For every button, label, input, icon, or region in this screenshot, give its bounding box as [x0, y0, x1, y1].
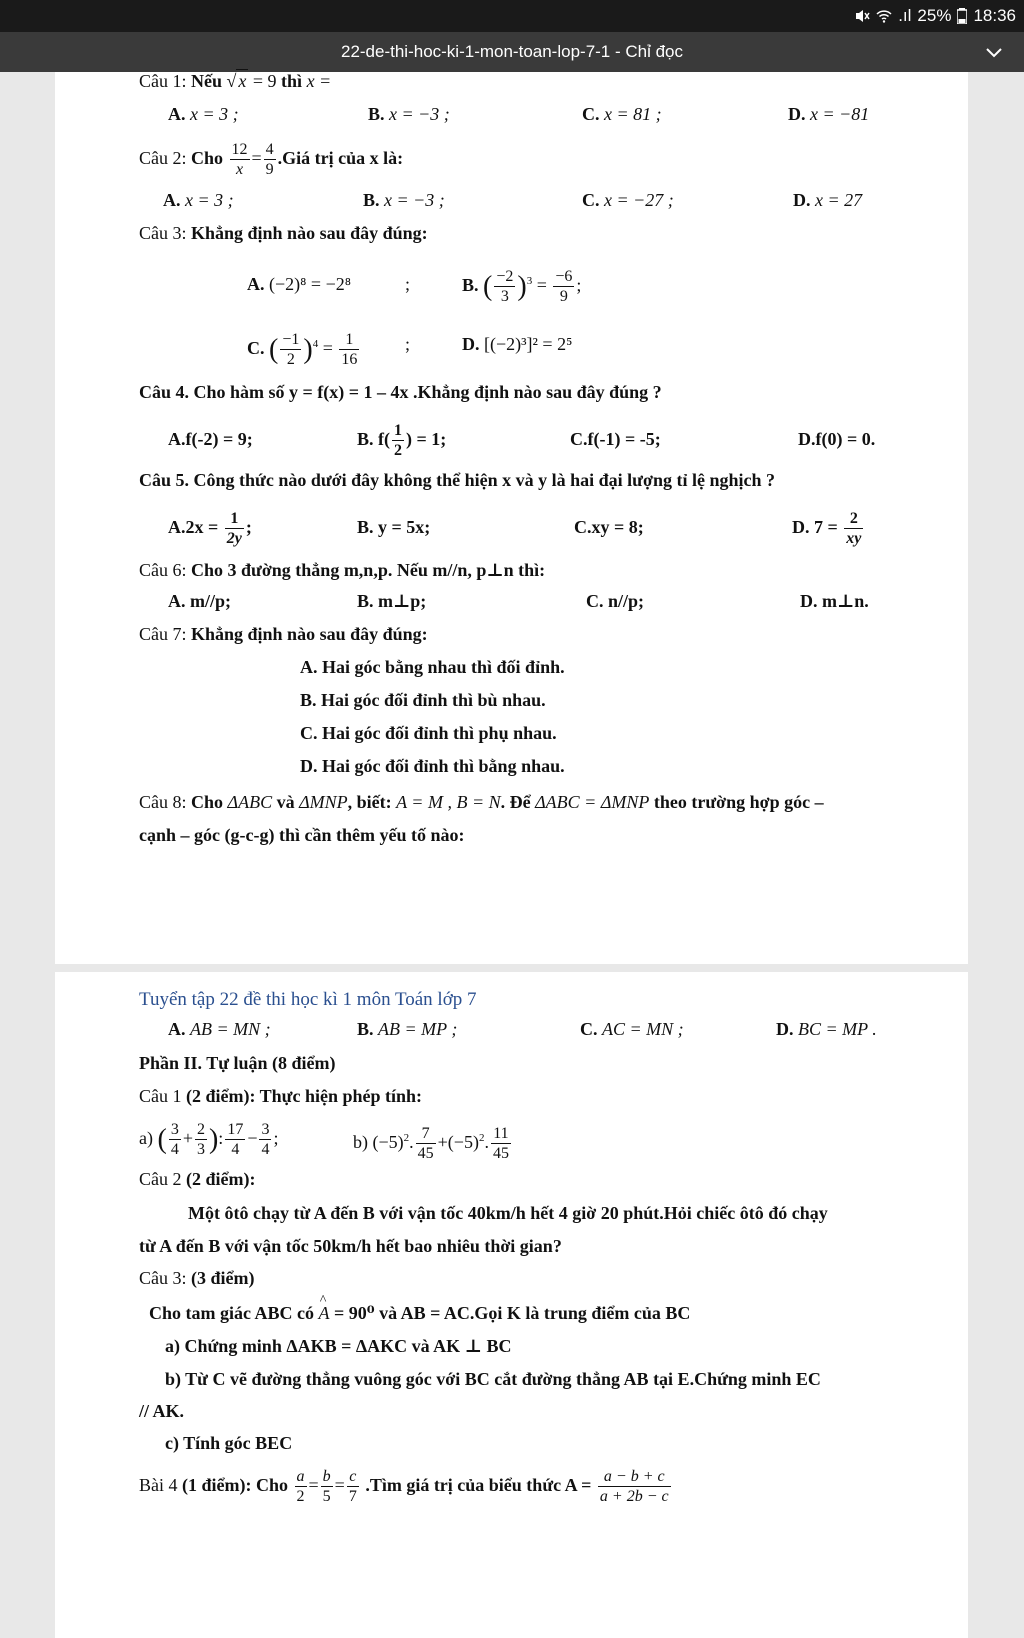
q6-option-b[interactable]: B. m⊥p; — [357, 591, 427, 611]
q2-stem: Câu 2: Cho $\frac{12}{x}$ = $\frac{4}{9}$ .Giá trị của x là: — [139, 140, 404, 178]
q4-stem: Câu 4. Cho hàm số y = f(x) = 1 – 4x .Khẳng định nào sau đây đúng ? — [139, 382, 662, 402]
e2-line-1: Một ôtô chạy từ A đến B với vận tốc 40km/h hết 4 giờ 20 phút.Hỏi chiếc ôtô đó chạy — [188, 1203, 828, 1223]
e1-part-b: b) $(-5)^2$. $\frac{7}{45}$ $+(-5)^2$. $\frac{11}{45}$ — [353, 1124, 509, 1162]
mute-icon — [854, 8, 870, 24]
document-title: 22-de-thi-hoc-ki-1-mon-toan-lop-7-1 - Chỉ đọc — [340, 42, 684, 61]
q3-option-b[interactable]: B. ( $\frac{-2}{3}$ )$^3$ = $\frac{-6}{9}$ ; — [462, 267, 582, 305]
e2-line-2: từ A đến B với vận tốc 50km/h hết bao nhiêu thời gian? — [139, 1236, 562, 1256]
q2-option-a[interactable]: A. x = 3 ; — [163, 190, 234, 210]
q3-option-a[interactable]: A. (−2)⁸ = −2⁸ — [247, 274, 351, 294]
q4-option-c[interactable]: C.f(-1) = -5; — [570, 429, 661, 449]
q1-option-b[interactable]: B. x = −3 ; — [368, 104, 450, 124]
q2-option-d[interactable]: D. x = 27 — [793, 190, 863, 210]
q4-option-b[interactable]: B. f( $\frac{1}{2}$ ) = 1; — [357, 421, 447, 459]
q5-option-b[interactable]: B. y = 5x; — [357, 517, 431, 537]
q3-option-c[interactable]: C. ( $\frac{-1}{2}$ )$^4$ = $\frac{1}{16}$ — [247, 330, 358, 368]
q5-stem: Câu 5. Công thức nào dưới đây không thể hiện x và y là hai đại lượng tỉ lệ nghịch ? — [139, 470, 775, 490]
q3-semi-1: ; — [405, 274, 411, 294]
q8-stem-line-1: Câu 8: Cho ΔABC và ΔMNP, biết: A = M , B = N. Để ΔABC = ΔMNP theo trường hợp góc – — [139, 792, 824, 812]
q5-option-d[interactable]: D. 7 = $\frac{2}{xy}$ — [792, 509, 862, 547]
e3-given: Cho tam giác ABC có ^ A = 90⁰ và AB = AC.Gọi K là trung điểm của BC — [149, 1302, 690, 1324]
battery-text: 25% — [917, 6, 952, 25]
q7-option-b[interactable]: B. Hai góc đối đỉnh thì bù nhau. — [300, 690, 546, 710]
e3-part-b-line-1: b) Từ C vẽ đường thẳng vuông góc với BC cắt đường thẳng AB tại E.Chứng minh EC — [165, 1369, 821, 1389]
q6-option-d[interactable]: D. m⊥n. — [800, 591, 869, 611]
q8-option-d[interactable]: D. BC = MP . — [776, 1019, 877, 1039]
q4-option-a[interactable]: A.f(-2) = 9; — [168, 429, 253, 449]
battery-icon — [957, 8, 967, 24]
e3-part-c: c) Tính góc BEC — [165, 1433, 293, 1453]
q8-option-c[interactable]: C. AC = MN ; — [580, 1019, 684, 1039]
q3-semi-2: ; — [405, 334, 411, 354]
q7-option-a[interactable]: A. Hai góc bằng nhau thì đối đỉnh. — [300, 657, 565, 677]
chevron-down-icon[interactable] — [984, 42, 1004, 62]
clock: 18:36 — [973, 6, 1016, 25]
q7-option-c[interactable]: C. Hai góc đối đỉnh thì phụ nhau. — [300, 723, 557, 743]
e3-stem: Câu 3: (3 điểm) — [139, 1268, 255, 1288]
part-2-heading: Phần II. Tự luận (8 điểm) — [139, 1053, 336, 1073]
q2-option-c[interactable]: C. x = −27 ; — [582, 190, 674, 210]
document-page-1 — [55, 72, 968, 964]
e3-part-a: a) Chứng minh ΔAKB = ΔAKC và AK ⊥ BC — [165, 1336, 512, 1356]
q1-stem: Câu 1: Nếu √ x = 9 thì x = — [139, 71, 332, 91]
q5-option-c[interactable]: C.xy = 8; — [574, 517, 644, 537]
wifi-icon — [876, 8, 892, 24]
q8-option-a[interactable]: A. AB = MN ; — [168, 1019, 271, 1039]
q5-option-a[interactable]: A.2x = $\frac{1}{2y}$ ; — [168, 509, 252, 547]
q6-option-a[interactable]: A. m//p; — [168, 591, 232, 611]
document-page-2 — [55, 972, 968, 1638]
q1-option-a[interactable]: A. x = 3 ; — [168, 104, 239, 124]
q8-option-b[interactable]: B. AB = MP ; — [357, 1019, 458, 1039]
q1-option-d[interactable]: D. x = −81 — [788, 104, 870, 124]
q2-option-b[interactable]: B. x = −3 ; — [363, 190, 445, 210]
q7-stem: Câu 7: Khẳng định nào sau đây đúng: — [139, 624, 428, 644]
q7-option-d[interactable]: D. Hai góc đối đỉnh thì bằng nhau. — [300, 756, 565, 776]
e4-stem: Bài 4 (1 điểm): Cho $\frac{a}{2}$ = $\frac{b}{5}$ = $\frac{c}{7}$ .Tìm giá trị của biểu thức A = $\frac{a - b + c}{a + 2b - c}$ — [139, 1467, 669, 1505]
e1-part-a: a) ( $\frac{3}{4}$ + $\frac{2}{3}$ ): $\frac{17}{4}$ − $\frac{3}{4}$ ; — [139, 1120, 279, 1158]
e2-stem: Câu 2 (2 điểm): — [139, 1169, 256, 1189]
q4-option-d[interactable]: D.f(0) = 0. — [798, 429, 876, 449]
q3-option-d[interactable]: D. [(−2)³]² = 2⁵ — [462, 334, 573, 354]
q8-stem-line-2: cạnh – góc (g-c-g) thì cần thêm yếu tố nào: — [139, 825, 465, 845]
signal-text: .ıl — [898, 6, 912, 25]
app-title-bar — [0, 32, 1024, 72]
q6-stem: Câu 6: Cho 3 đường thẳng m,n,p. Nếu m//n, p⊥n thì: — [139, 560, 546, 580]
e1-stem: Câu 1 (2 điểm): Thực hiện phép tính: — [139, 1086, 423, 1106]
status-bar — [0, 0, 1024, 32]
q3-stem: Câu 3: Khẳng định nào sau đây đúng: — [139, 223, 428, 243]
page-header: Tuyển tập 22 đề thi học kì 1 môn Toán lớp 7 — [139, 989, 477, 1010]
e3-part-b-line-2: // AK. — [139, 1401, 185, 1421]
q1-option-c[interactable]: C. x = 81 ; — [582, 104, 662, 124]
q6-option-c[interactable]: C. n//p; — [586, 591, 645, 611]
